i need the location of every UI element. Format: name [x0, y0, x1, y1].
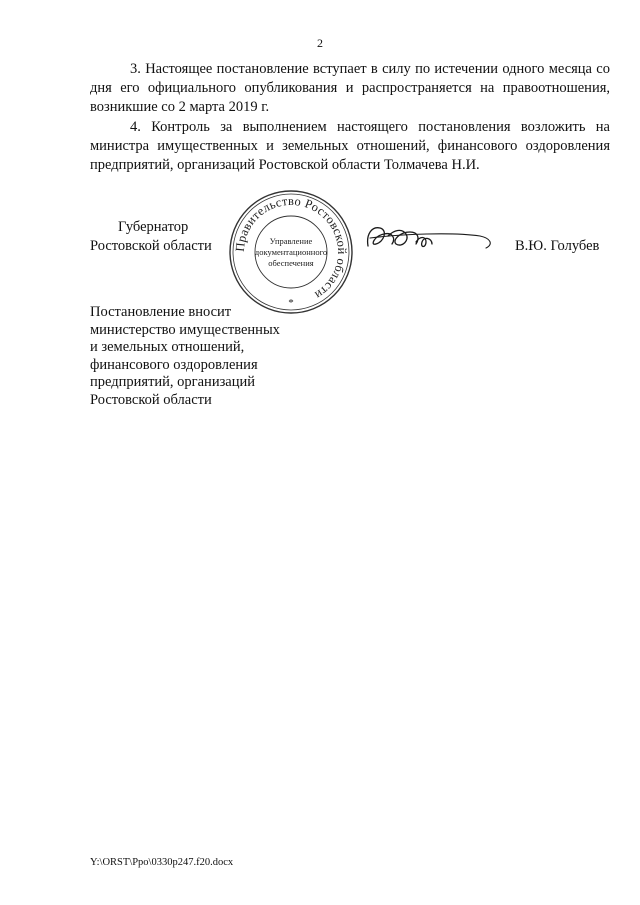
governor-region: Ростовской области [90, 238, 212, 254]
stamp-inner-line-1: Управление [269, 236, 313, 246]
handwritten-signature [362, 216, 497, 258]
governor-name: В.Ю. Голубев [515, 238, 600, 254]
stamp-inner-line-2: документационного [254, 247, 328, 257]
paragraph-3: 3. Настоящее постановление вступает в силу по истечении одного месяца со дня его официального опубликования и распространяется на правоотношения, возникшие со 2 марта 2019 г. [90, 61, 610, 115]
stamp-star: * [288, 297, 294, 309]
stamp-outer-text: Правительство Ростовской области [232, 193, 350, 303]
file-path: Y:\ORST\Ppo\0330p247.f20.docx [90, 857, 234, 868]
stamp-inner-line-3: обеспечения [268, 258, 314, 268]
submitted-by-block: Постановление вносит министерство имущественных и земельных отношений, финансового оздоровления предприятий, организаций Ростовской области [90, 304, 280, 408]
page-number: 2 [317, 36, 323, 50]
governor-title: Губернатор [118, 219, 189, 235]
paragraph-4: 4. Контроль за выполнением настоящего постановления возложить на министра имущественных и земельных отношений, финансового оздоровления предприятий, организаций Ростовской области Толмачева Н.И. [90, 119, 610, 173]
official-stamp [227, 188, 355, 316]
